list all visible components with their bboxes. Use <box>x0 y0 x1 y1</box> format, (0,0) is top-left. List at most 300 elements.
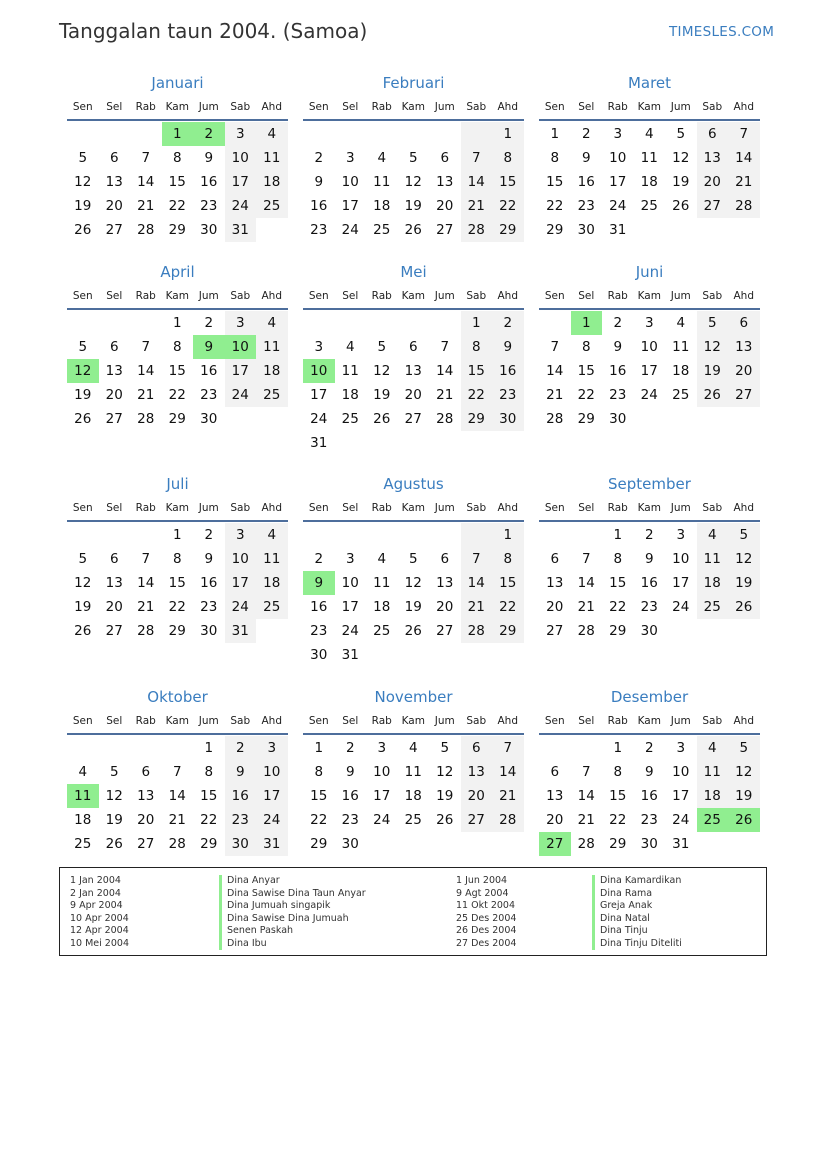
day-cell: 11 <box>697 547 729 571</box>
weekday-label: Rab <box>371 715 392 727</box>
day-cell: 3 <box>256 736 288 760</box>
month-februari <box>303 73 524 242</box>
day-cell: 14 <box>461 170 493 194</box>
day-cell: 24 <box>225 194 257 218</box>
day-cell: 12 <box>105 788 123 804</box>
day-cell: 24 <box>341 222 359 238</box>
day-cell: 24 <box>341 623 359 639</box>
day-cell: 28 <box>461 619 493 643</box>
legend-date: 25 Des 2004 <box>456 912 517 924</box>
day-cell: 27 <box>404 411 422 427</box>
day-cell: 26 <box>697 383 729 407</box>
weekday-label: Sab <box>230 101 251 113</box>
empty-cell <box>162 736 194 760</box>
day-cell: 25 <box>697 595 729 619</box>
day-cell: 8 <box>461 335 493 359</box>
day-cell: 25 <box>373 623 391 639</box>
weekday-label: Kam <box>637 715 661 727</box>
day-cell: 28 <box>168 836 186 852</box>
day-cell: 26 <box>436 812 454 828</box>
day-cell: 11 <box>67 784 99 808</box>
empty-cell <box>256 218 288 242</box>
day-cell: 10 <box>225 547 257 571</box>
day-cell: 31 <box>609 222 627 238</box>
day-cell: 14 <box>546 363 564 379</box>
day-cell: 22 <box>310 812 328 828</box>
day-cell: 8 <box>172 150 182 166</box>
day-cell: 25 <box>640 198 658 214</box>
weekday-label: Sab <box>466 290 487 302</box>
day-cell: 27 <box>105 623 123 639</box>
day-cell: 8 <box>613 764 623 780</box>
weekday-label: Sen <box>308 101 329 113</box>
day-cell: 21 <box>461 595 493 619</box>
day-cell: 2 <box>581 126 591 142</box>
day-cell: 25 <box>256 595 288 619</box>
day-cell: 12 <box>404 174 422 190</box>
day-cell: 2 <box>225 736 257 760</box>
day-cell: 2 <box>644 527 654 543</box>
day-cell: 26 <box>404 222 422 238</box>
legend-date: 12 Apr 2004 <box>70 925 129 936</box>
weekday-label: Jum <box>198 502 219 514</box>
weekday-label: Sen <box>544 290 565 302</box>
weekday-label: Rab <box>135 101 156 113</box>
month-desember <box>539 687 760 856</box>
legend-holiday-name: Dina Jumuah singapik <box>219 900 366 913</box>
month-title: Mei <box>400 263 427 281</box>
weekday-label: Ahd <box>497 715 518 727</box>
day-cell: 25 <box>341 411 359 427</box>
legend-holiday-name: Dina Sawise Dina Taun Anyar <box>219 888 366 901</box>
weekday-label: Ahd <box>733 502 754 514</box>
day-cell: 7 <box>728 122 760 146</box>
day-cell: 21 <box>577 812 595 828</box>
day-cell: 2 <box>204 527 214 543</box>
day-cell: 20 <box>461 784 493 808</box>
day-cell: 14 <box>436 363 454 379</box>
day-cell: 18 <box>256 571 288 595</box>
day-cell: 7 <box>492 736 524 760</box>
legend-date: 2 Jan 2004 <box>70 887 121 899</box>
day-cell: 2 <box>314 551 324 567</box>
weekday-label: Ahd <box>497 502 518 514</box>
weekday-label: Ahd <box>497 101 518 113</box>
day-cell: 25 <box>672 387 690 403</box>
day-cell: 12 <box>404 575 422 591</box>
day-cell: 17 <box>609 174 627 190</box>
day-cell: 11 <box>256 547 288 571</box>
day-cell: 23 <box>640 812 658 828</box>
weekday-label: Sel <box>342 101 359 113</box>
day-cell: 20 <box>546 599 564 615</box>
days-grid <box>303 122 524 242</box>
weekday-label: Sen <box>308 290 329 302</box>
weekday-label: Sen <box>72 101 93 113</box>
day-cell: 21 <box>461 194 493 218</box>
empty-cell <box>728 218 760 242</box>
day-cell: 10 <box>256 760 288 784</box>
day-cell: 3 <box>225 122 257 146</box>
day-cell: 30 <box>200 222 218 238</box>
day-cell: 13 <box>137 788 155 804</box>
day-cell: 20 <box>436 198 454 214</box>
day-cell: 13 <box>436 575 454 591</box>
day-cell: 21 <box>492 784 524 808</box>
legend-right-dates <box>456 875 516 950</box>
day-cell: 2 <box>613 315 623 331</box>
day-cell: 1 <box>172 315 182 331</box>
day-cell: 16 <box>609 363 627 379</box>
days-grid <box>539 736 760 856</box>
day-cell: 8 <box>492 547 524 571</box>
day-cell: 15 <box>310 788 328 804</box>
day-cell: 27 <box>137 836 155 852</box>
day-cell: 26 <box>105 836 123 852</box>
day-cell: 16 <box>577 174 595 190</box>
empty-cell <box>398 311 430 335</box>
day-cell: 14 <box>577 575 595 591</box>
days-grid <box>539 122 760 242</box>
day-cell: 19 <box>74 599 92 615</box>
empty-cell <box>697 619 729 643</box>
month-title: April <box>160 263 195 281</box>
brand-link[interactable]: TIMESLES.COM <box>669 24 775 40</box>
day-cell: 14 <box>728 146 760 170</box>
day-cell: 11 <box>256 146 288 170</box>
day-cell: 22 <box>168 387 186 403</box>
empty-cell <box>303 523 335 547</box>
weekday-label: Sel <box>578 715 595 727</box>
weekday-label: Ahd <box>733 290 754 302</box>
day-cell: 22 <box>168 198 186 214</box>
legend-holiday-name: Dina Tinju Diteliti <box>592 938 682 951</box>
weekday-label: Ahd <box>733 101 754 113</box>
day-cell: 25 <box>697 808 729 832</box>
empty-cell <box>461 832 493 856</box>
day-cell: 5 <box>408 551 418 567</box>
empty-cell <box>398 431 430 455</box>
day-cell: 22 <box>546 198 564 214</box>
day-cell: 5 <box>78 551 88 567</box>
day-cell: 1 <box>613 527 623 543</box>
empty-cell <box>665 218 697 242</box>
day-cell: 13 <box>728 335 760 359</box>
month-title: Agustus <box>383 475 444 493</box>
day-cell: 23 <box>640 599 658 615</box>
day-cell: 26 <box>728 808 760 832</box>
day-cell: 9 <box>644 764 654 780</box>
day-cell: 1 <box>492 122 524 146</box>
day-cell: 14 <box>137 575 155 591</box>
weekday-label: Sen <box>72 715 93 727</box>
legend-left-names <box>219 875 366 950</box>
empty-cell <box>335 122 367 146</box>
day-cell: 11 <box>373 575 391 591</box>
day-cell: 30 <box>577 222 595 238</box>
empty-cell <box>366 311 398 335</box>
weekday-label: Jum <box>670 502 691 514</box>
day-cell: 22 <box>609 599 627 615</box>
weekday-header <box>67 709 288 735</box>
weekday-label: Rab <box>135 502 156 514</box>
day-cell: 25 <box>74 836 92 852</box>
day-cell: 21 <box>137 599 155 615</box>
empty-cell <box>492 832 524 856</box>
day-cell: 10 <box>672 764 690 780</box>
legend-holiday-name: Dina Tinju <box>592 925 682 938</box>
legend-date: 1 Jan 2004 <box>70 875 121 886</box>
day-cell: 16 <box>341 788 359 804</box>
month-title: Maret <box>627 74 672 92</box>
day-cell: 28 <box>137 411 155 427</box>
day-cell: 24 <box>225 383 257 407</box>
day-cell: 25 <box>404 812 422 828</box>
empty-cell <box>67 523 99 547</box>
day-cell: 27 <box>105 411 123 427</box>
empty-cell <box>366 122 398 146</box>
empty-cell <box>697 407 729 431</box>
weekday-label: Kam <box>637 502 661 514</box>
empty-cell <box>429 832 461 856</box>
day-cell: 12 <box>728 547 760 571</box>
day-cell: 10 <box>341 575 359 591</box>
day-cell: 20 <box>697 170 729 194</box>
day-cell: 15 <box>200 788 218 804</box>
day-cell: 26 <box>728 595 760 619</box>
weekday-label: Sel <box>106 290 123 302</box>
day-cell: 13 <box>436 174 454 190</box>
day-cell: 11 <box>341 363 359 379</box>
day-cell: 23 <box>200 198 218 214</box>
weekday-label: Sen <box>544 715 565 727</box>
day-cell: 3 <box>676 740 686 756</box>
empty-cell <box>429 523 461 547</box>
day-cell: 20 <box>728 359 760 383</box>
day-cell: 6 <box>141 764 151 780</box>
day-cell: 29 <box>310 836 328 852</box>
weekday-label: Jum <box>434 290 455 302</box>
empty-cell <box>492 643 524 667</box>
weekday-label: Sel <box>342 715 359 727</box>
weekday-label: Kam <box>165 101 189 113</box>
days-grid <box>67 122 288 242</box>
empty-cell <box>539 736 571 760</box>
weekday-label: Kam <box>401 715 425 727</box>
day-cell: 2 <box>314 150 324 166</box>
day-cell: 21 <box>168 812 186 828</box>
month-juli <box>67 474 288 643</box>
day-cell: 22 <box>200 812 218 828</box>
day-cell: 13 <box>546 788 564 804</box>
empty-cell <box>99 523 131 547</box>
month-title: Juli <box>166 475 189 493</box>
month-oktober <box>67 687 288 856</box>
day-cell: 19 <box>728 571 760 595</box>
day-cell: 18 <box>256 359 288 383</box>
empty-cell <box>697 218 729 242</box>
day-cell: 7 <box>141 339 151 355</box>
day-cell: 18 <box>373 198 391 214</box>
days-grid <box>67 736 288 856</box>
empty-cell <box>130 311 162 335</box>
day-cell: 6 <box>408 339 418 355</box>
weekday-label: Ahd <box>733 715 754 727</box>
weekday-label: Rab <box>371 502 392 514</box>
day-cell: 15 <box>168 174 186 190</box>
day-cell: 9 <box>193 335 225 359</box>
day-cell: 22 <box>461 383 493 407</box>
legend-holiday-name: Senen Paskah <box>219 925 366 938</box>
day-cell: 10 <box>341 174 359 190</box>
empty-cell <box>256 407 288 431</box>
empty-cell <box>571 736 603 760</box>
day-cell: 22 <box>609 812 627 828</box>
day-cell: 27 <box>697 194 729 218</box>
day-cell: 28 <box>436 411 454 427</box>
weekday-label: Sab <box>702 502 723 514</box>
days-grid <box>303 523 524 667</box>
day-cell: 13 <box>105 575 123 591</box>
day-cell: 13 <box>697 146 729 170</box>
day-cell: 3 <box>225 311 257 335</box>
empty-cell <box>366 832 398 856</box>
day-cell: 22 <box>168 599 186 615</box>
day-cell: 29 <box>546 222 564 238</box>
day-cell: 6 <box>440 551 450 567</box>
day-cell: 18 <box>256 170 288 194</box>
empty-cell <box>335 311 367 335</box>
day-cell: 17 <box>373 788 391 804</box>
weekday-label: Rab <box>607 715 628 727</box>
day-cell: 16 <box>225 784 257 808</box>
weekday-header <box>303 496 524 522</box>
day-cell: 6 <box>461 736 493 760</box>
day-cell: 17 <box>225 571 257 595</box>
day-cell: 16 <box>310 198 328 214</box>
weekday-label: Rab <box>135 290 156 302</box>
day-cell: 15 <box>168 575 186 591</box>
weekday-label: Sel <box>342 290 359 302</box>
day-cell: 28 <box>546 411 564 427</box>
empty-cell <box>634 218 666 242</box>
day-cell: 27 <box>105 222 123 238</box>
day-cell: 15 <box>609 575 627 591</box>
empty-cell <box>130 523 162 547</box>
day-cell: 14 <box>137 363 155 379</box>
weekday-header <box>539 284 760 310</box>
weekday-label: Sab <box>702 715 723 727</box>
empty-cell <box>398 122 430 146</box>
day-cell: 23 <box>200 387 218 403</box>
day-cell: 1 <box>204 740 214 756</box>
day-cell: 30 <box>640 623 658 639</box>
day-cell: 24 <box>640 387 658 403</box>
day-cell: 2 <box>644 740 654 756</box>
empty-cell <box>571 523 603 547</box>
day-cell: 24 <box>310 411 328 427</box>
day-cell: 23 <box>609 387 627 403</box>
day-cell: 28 <box>577 623 595 639</box>
days-grid <box>539 523 760 643</box>
day-cell: 1 <box>550 126 560 142</box>
weekday-label: Jum <box>670 290 691 302</box>
legend-left-dates <box>70 875 129 950</box>
day-cell: 28 <box>492 808 524 832</box>
day-cell: 19 <box>74 387 92 403</box>
day-cell: 8 <box>581 339 591 355</box>
empty-cell <box>99 122 131 146</box>
day-cell: 29 <box>492 218 524 242</box>
day-cell: 12 <box>373 363 391 379</box>
legend-right-names <box>592 875 682 950</box>
weekday-label: Sab <box>466 715 487 727</box>
legend-holiday-name: Dina Natal <box>592 913 682 926</box>
empty-cell <box>67 311 99 335</box>
day-cell: 18 <box>341 387 359 403</box>
month-title: Desember <box>610 688 689 706</box>
day-cell: 1 <box>172 527 182 543</box>
empty-cell <box>665 407 697 431</box>
day-cell: 17 <box>341 599 359 615</box>
day-cell: 9 <box>581 150 591 166</box>
empty-cell <box>539 311 571 335</box>
day-cell: 9 <box>492 335 524 359</box>
days-grid <box>303 311 524 455</box>
weekday-label: Kam <box>401 101 425 113</box>
day-cell: 2 <box>492 311 524 335</box>
month-agustus <box>303 474 524 667</box>
empty-cell <box>67 122 99 146</box>
day-cell: 15 <box>546 174 564 190</box>
day-cell: 7 <box>440 339 450 355</box>
weekday-label: Kam <box>165 715 189 727</box>
month-maret <box>539 73 760 242</box>
day-cell: 28 <box>728 194 760 218</box>
weekday-label: Jum <box>198 101 219 113</box>
day-cell: 28 <box>137 623 155 639</box>
empty-cell <box>728 619 760 643</box>
weekday-header <box>67 496 288 522</box>
day-cell: 4 <box>676 315 686 331</box>
month-november <box>303 687 524 856</box>
weekday-label: Sab <box>466 502 487 514</box>
legend-holiday-name: Greja Anak <box>592 900 682 913</box>
day-cell: 10 <box>640 339 658 355</box>
day-cell: 4 <box>256 122 288 146</box>
weekday-label: Rab <box>607 101 628 113</box>
day-cell: 14 <box>492 760 524 784</box>
day-cell: 8 <box>172 339 182 355</box>
weekday-label: Sen <box>544 101 565 113</box>
day-cell: 30 <box>225 832 257 856</box>
weekday-label: Jum <box>198 290 219 302</box>
day-cell: 20 <box>546 812 564 828</box>
day-cell: 3 <box>613 126 623 142</box>
day-cell: 29 <box>492 619 524 643</box>
day-cell: 6 <box>697 122 729 146</box>
day-cell: 9 <box>613 339 623 355</box>
day-cell: 1 <box>613 740 623 756</box>
day-cell: 19 <box>105 812 123 828</box>
day-cell: 9 <box>204 551 214 567</box>
day-cell: 5 <box>78 150 88 166</box>
weekday-label: Ahd <box>261 502 282 514</box>
day-cell: 26 <box>74 411 92 427</box>
day-cell: 3 <box>676 527 686 543</box>
weekday-label: Rab <box>371 101 392 113</box>
day-cell: 21 <box>577 599 595 615</box>
